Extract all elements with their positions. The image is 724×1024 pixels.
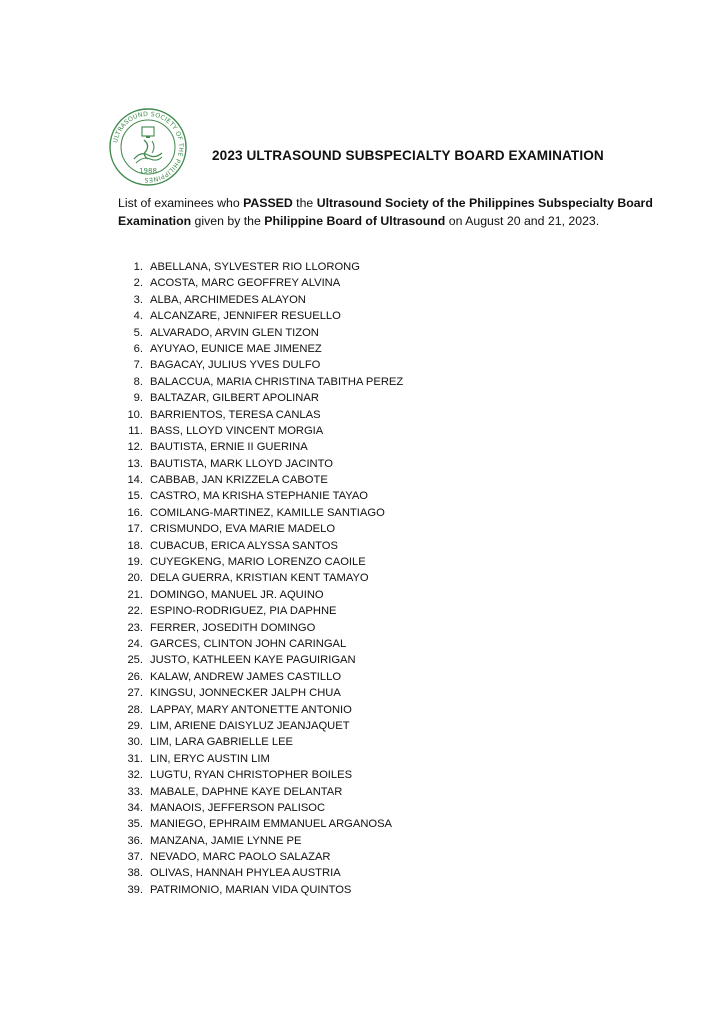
- list-item: [118, 521, 403, 537]
- examinee-name: MANAOIS, JEFFERSON PALISOC: [150, 801, 326, 814]
- examinee-name: CUBACUB, ERICA ALYSSA SANTOS: [150, 539, 338, 552]
- list-item: [118, 456, 403, 472]
- examinee-name: MANZANA, JAMIE LYNNE PE: [150, 834, 302, 847]
- list-item-number: 15.: [127, 490, 143, 503]
- examinee-name: BARRIENTOS, TERESA CANLAS: [150, 408, 321, 421]
- list-item-number: 35.: [127, 818, 143, 831]
- list-item-number: 12.: [127, 441, 143, 454]
- list-item: [118, 800, 403, 816]
- list-item: [118, 882, 403, 898]
- list-item: [118, 570, 403, 586]
- list-item-number: 6.: [133, 342, 143, 355]
- list-item-number: 13.: [127, 457, 143, 470]
- list-item-number: 30.: [127, 736, 143, 749]
- intro-bold-passed: PASSED: [243, 196, 293, 210]
- list-item: [118, 538, 403, 554]
- list-item: [118, 390, 403, 406]
- list-item-number: 28.: [127, 703, 143, 716]
- list-item-number: 38.: [127, 867, 143, 880]
- list-item: [118, 341, 403, 357]
- examinee-name: ESPINO-RODRIGUEZ, PIA DAPHNE: [150, 605, 337, 618]
- list-item: [118, 308, 403, 324]
- examinee-name: BAUTISTA, MARK LLOYD JACINTO: [150, 457, 333, 470]
- examinee-name: DELA GUERRA, KRISTIAN KENT TAMAYO: [150, 572, 369, 585]
- examinee-name: OLIVAS, HANNAH PHYLEA AUSTRIA: [150, 867, 341, 880]
- examinee-name: ACOSTA, MARC GEOFFREY ALVINA: [150, 277, 341, 290]
- examinee-name: ABELLANA, SYLVESTER RIO LLORONG: [150, 261, 360, 273]
- examinee-name: KALAW, ANDREW JAMES CASTILLO: [150, 670, 342, 683]
- examinee-name: CUYEGKENG, MARIO LORENZO CAOILE: [150, 556, 366, 569]
- list-item: [118, 325, 403, 341]
- list-item: [118, 620, 403, 636]
- list-item-number: 3.: [133, 293, 143, 306]
- examinee-list: [118, 259, 403, 898]
- examinee-name: BALACCUA, MARIA CHRISTINA TABITHA PEREZ: [150, 375, 404, 388]
- list-item-number: 32.: [127, 769, 143, 782]
- examinee-name: KINGSU, JONNECKER JALPH CHUA: [150, 687, 341, 700]
- list-item: [118, 865, 403, 881]
- list-item-number: 36.: [127, 834, 143, 847]
- list-item-number: 25.: [127, 654, 143, 667]
- list-item-number: 18.: [127, 539, 143, 552]
- list-item-number: 33.: [127, 785, 143, 798]
- list-item: [118, 472, 403, 488]
- examinee-name: MANIEGO, EPHRAIM EMMANUEL ARGANOSA: [150, 818, 393, 831]
- intro-bold-exam-name: Ultrasound Society of the Philippines Subspecialty Board Examination: [118, 196, 653, 228]
- examinee-name: NEVADO, MARC PAOLO SALAZAR: [150, 851, 331, 864]
- examinee-name: LUGTU, RYAN CHRISTOPHER BOILES: [150, 769, 353, 782]
- list-item-number: 2.: [133, 277, 143, 290]
- examinee-name: CASTRO, MA KRISHA STEPHANIE TAYAO: [150, 490, 368, 503]
- examinee-name: ALCANZARE, JENNIFER RESUELLO: [150, 310, 341, 323]
- list-item: [118, 292, 403, 308]
- intro-paragraph: [118, 194, 678, 230]
- examinee-name: PATRIMONIO, MARIAN VIDA QUINTOS: [150, 883, 352, 896]
- list-item: [118, 374, 403, 390]
- list-item-number: 27.: [127, 687, 143, 700]
- examinee-name: BALTAZAR, GILBERT APOLINAR: [150, 392, 319, 405]
- examinee-name: BAGACAY, JULIUS YVES DULFO: [150, 359, 321, 372]
- list-item: [118, 357, 403, 373]
- list-item-number: 10.: [127, 408, 143, 421]
- list-item-number: 17.: [127, 523, 143, 536]
- list-item: [118, 702, 403, 718]
- list-item: [118, 833, 403, 849]
- list-item: [118, 685, 403, 701]
- society-seal-logo: [108, 107, 188, 187]
- list-item-number: 29.: [127, 719, 143, 732]
- examinee-name: GARCES, CLINTON JOHN CARINGAL: [150, 637, 347, 650]
- list-item: [118, 669, 403, 685]
- list-item-number: 9.: [133, 392, 143, 405]
- list-item: [118, 652, 403, 668]
- list-item-number: 37.: [127, 851, 143, 864]
- examinee-name: LIN, ERYC AUSTIN LIM: [150, 752, 270, 765]
- examinee-name: FERRER, JOSEDITH DOMINGO: [150, 621, 316, 634]
- list-item-number: 22.: [127, 605, 143, 618]
- list-item-number: 14.: [127, 474, 143, 487]
- list-item: [118, 587, 403, 603]
- list-item: [118, 423, 403, 439]
- list-item-number: 7.: [133, 359, 143, 372]
- list-item: [118, 849, 403, 865]
- intro-text-2: the: [292, 196, 317, 210]
- examinee-name: CRISMUNDO, EVA MARIE MADELO: [150, 523, 336, 536]
- seal-ring-text: ULTRASOUND SOCIETY OF THE PHILIPPINES: [112, 110, 185, 184]
- examinee-name: DOMINGO, MANUEL JR. AQUINO: [150, 588, 324, 601]
- examinee-name: AYUYAO, EUNICE MAE JIMENEZ: [150, 342, 322, 355]
- examinee-name: BASS, LLOYD VINCENT MORGIA: [150, 424, 324, 437]
- intro-text-1: List of examinees who: [118, 196, 244, 210]
- examinee-name: COMILANG-MARTINEZ, KAMILLE SANTIAGO: [150, 506, 385, 519]
- list-item: [118, 439, 403, 455]
- list-item: [118, 259, 403, 275]
- intro-text-3: given by the: [191, 214, 265, 228]
- list-item: [118, 603, 403, 619]
- list-item-number: 21.: [127, 588, 143, 601]
- list-item-number: 4.: [133, 310, 143, 323]
- intro-text-4: on August 20 and 21, 2023.: [445, 214, 600, 228]
- examinee-name: JUSTO, KATHLEEN KAYE PAGUIRIGAN: [150, 654, 356, 667]
- examinee-name: ALBA, ARCHIMEDES ALAYON: [150, 293, 306, 306]
- list-item-number: 20.: [127, 572, 143, 585]
- list-item-number: 16.: [127, 506, 143, 519]
- list-item-number: 1.: [133, 261, 143, 273]
- examinee-name: BAUTISTA, ERNIE II GUERINA: [150, 441, 308, 454]
- list-item: [118, 751, 403, 767]
- examinee-name: LIM, ARIENE DAISYLUZ JEANJAQUET: [150, 719, 350, 732]
- list-item: [118, 488, 403, 504]
- examinee-name: CABBAB, JAN KRIZZELA CABOTE: [150, 474, 328, 487]
- list-item: [118, 784, 403, 800]
- list-item-number: 5.: [133, 326, 143, 339]
- list-item-number: 24.: [127, 637, 143, 650]
- list-item-number: 8.: [133, 375, 143, 388]
- list-item: [118, 718, 403, 734]
- list-item-number: 11.: [128, 424, 143, 437]
- list-item-number: 26.: [127, 670, 143, 683]
- list-item-number: 31.: [127, 752, 143, 765]
- list-item: [118, 275, 403, 291]
- list-item-number: 34.: [127, 801, 143, 814]
- list-item: [118, 554, 403, 570]
- list-item: [118, 636, 403, 652]
- list-item-number: 19.: [127, 556, 143, 569]
- list-item: [118, 816, 403, 832]
- intro-bold-board-name: Philippine Board of Ultrasound: [264, 214, 446, 228]
- list-item: [118, 734, 403, 750]
- list-item: [118, 505, 403, 521]
- list-item-number: 23.: [127, 621, 143, 634]
- examinee-name: LAPPAY, MARY ANTONETTE ANTONIO: [150, 703, 352, 716]
- seal-year: 1988: [139, 167, 157, 175]
- examinee-name: ALVARADO, ARVIN GLEN TIZON: [150, 326, 319, 339]
- examinee-name: MABALE, DAPHNE KAYE DELANTAR: [150, 785, 343, 798]
- list-item: [118, 407, 403, 423]
- list-item: [118, 767, 403, 783]
- examinee-name: LIM, LARA GABRIELLE LEE: [150, 736, 294, 749]
- page-title: 2023 ULTRASOUND SUBSPECIALTY BOARD EXAMINATION: [212, 148, 604, 163]
- list-item-number: 39.: [127, 883, 143, 896]
